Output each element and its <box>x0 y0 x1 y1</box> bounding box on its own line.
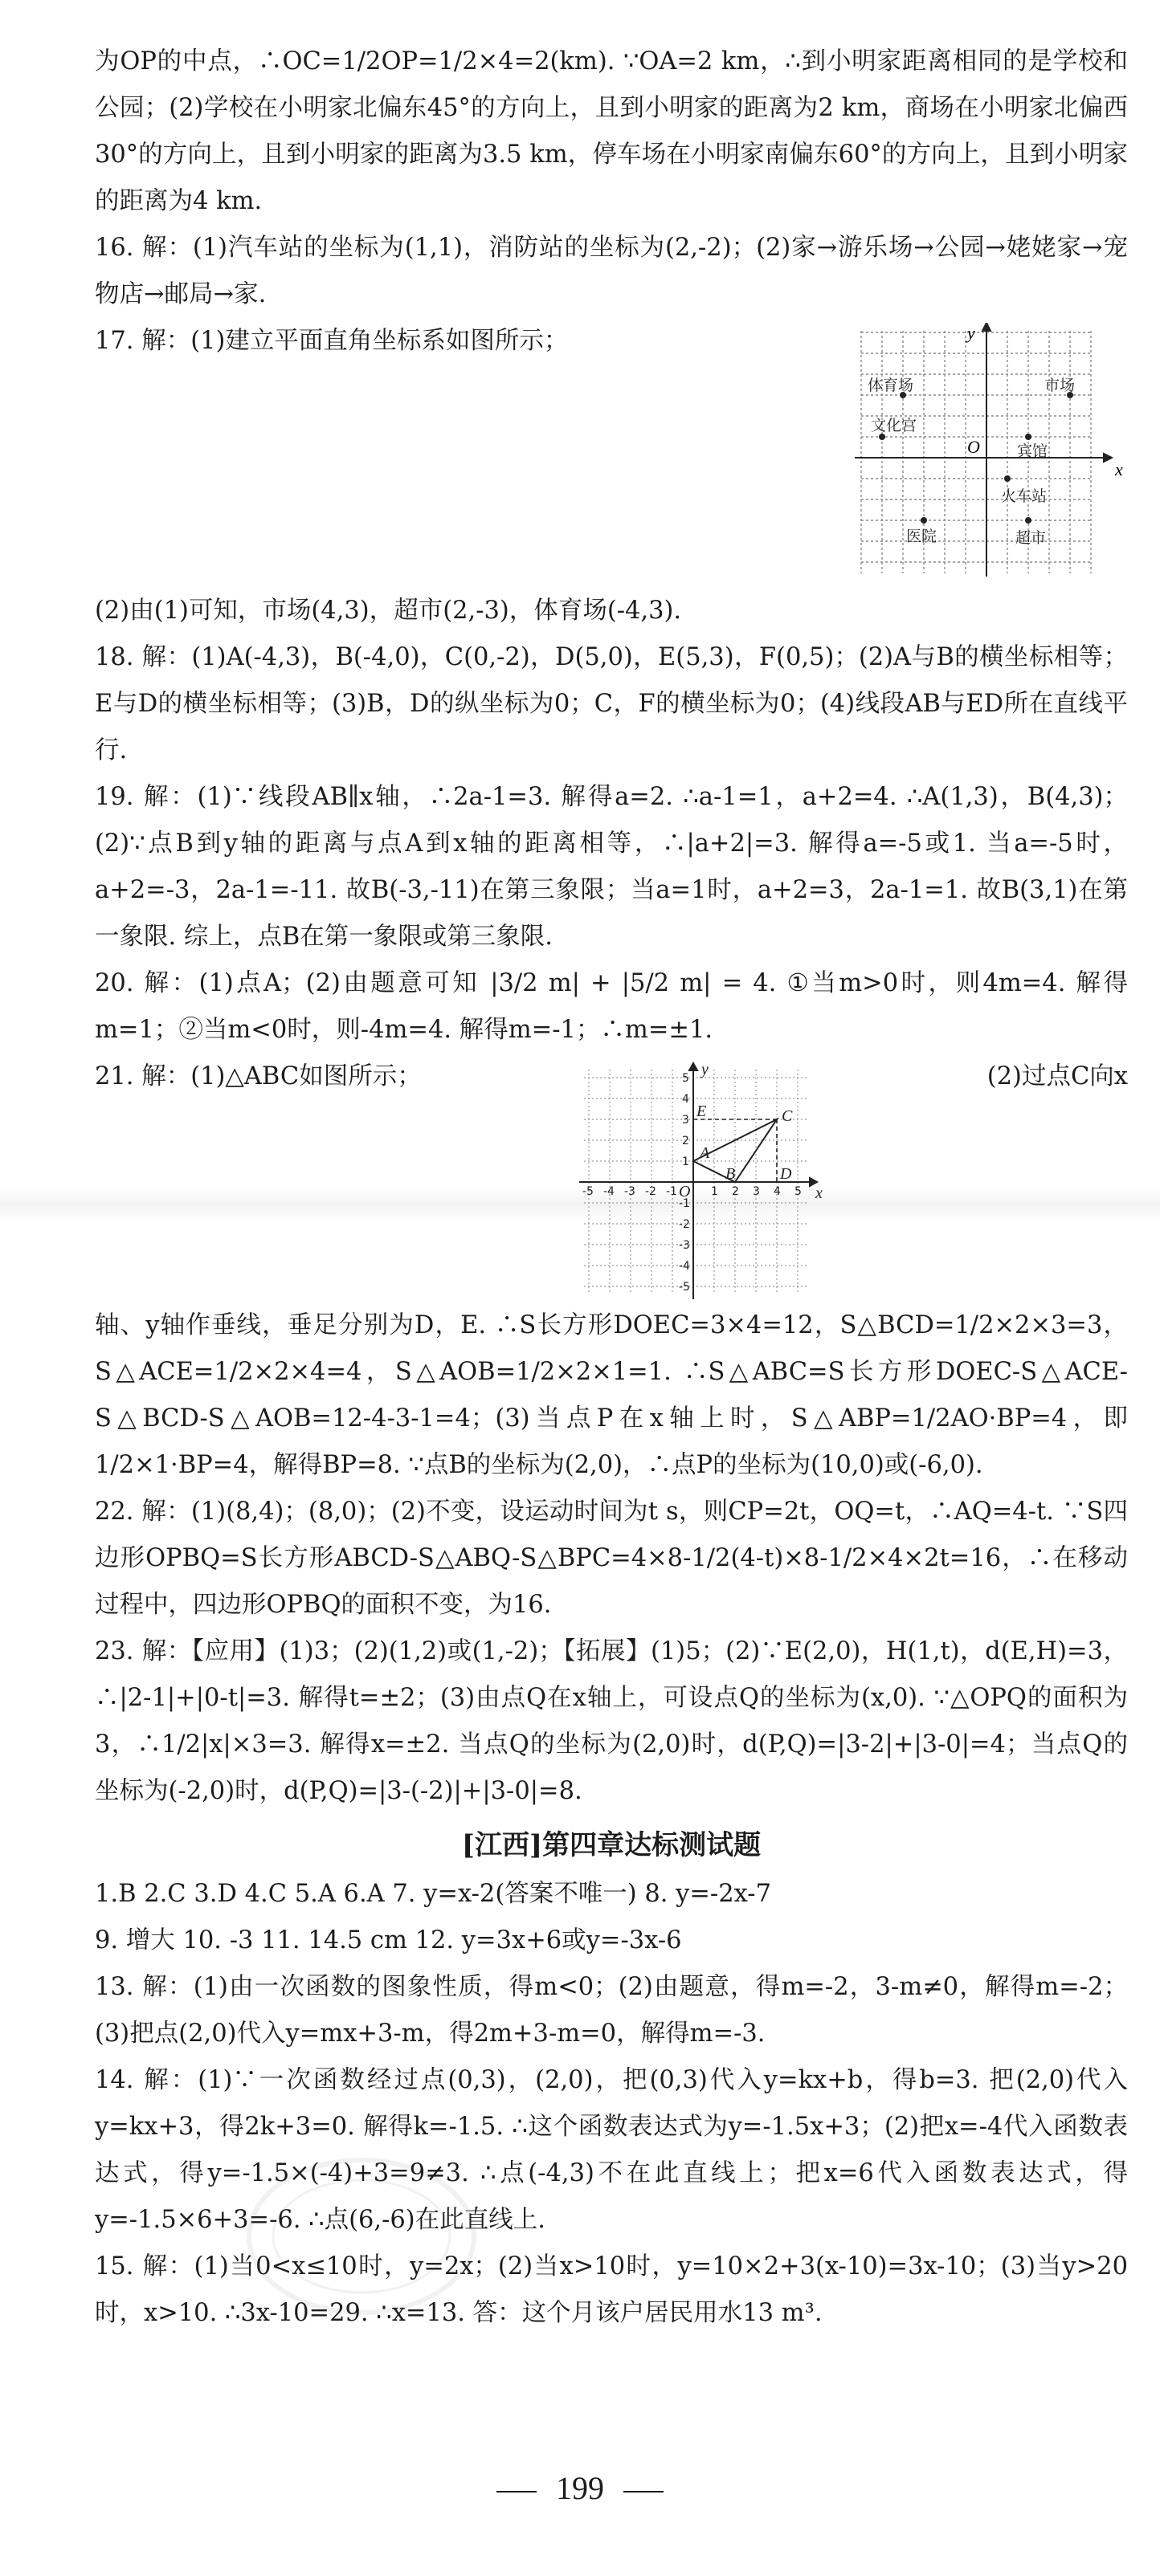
x-tick-label: 2 <box>731 1185 739 1198</box>
question-21-side-text: (2)过点C向x <box>986 1062 1128 1090</box>
x-tick-label: -2 <box>644 1185 656 1198</box>
y-tick-label: 1 <box>681 1156 689 1168</box>
x-tick-label: -1 <box>665 1185 677 1198</box>
place-label-stadium: 体育场 <box>868 377 914 394</box>
question-20: 20. 解：(1)点A；(2)由题意可知 |3/2 m| + |5/2 m| = 4. ①当m>0时，则4m=4. 解得m=1；②当m<0时，则-4m=4. 解得m=-1；∴m=±1. <box>95 969 1128 1044</box>
place-label-culture-palace: 文化宫 <box>871 417 917 434</box>
point-label-c: C <box>781 1107 793 1125</box>
coordinate-map-figure <box>847 323 1128 581</box>
question-18: 18. 解：(1)A(-4,3)，B(-4,0)，C(0,-2)，D(5,0)，E(5,3)，F(0,5)；(2)A与B的横坐标相等；E与D的横坐标相等；(3)B，D的纵坐标为0；C，F的横坐标为0；(4)线段AB与ED所在直线平行. <box>95 643 1128 764</box>
y-tick-label: 4 <box>681 1093 689 1106</box>
question-17-rest: (2)由(1)可知，市场(4,3)，超市(2,-3)，体育场(-4,3). <box>95 597 682 625</box>
y-tick-label: -5 <box>678 1281 690 1294</box>
multiple-choice-answers: 1.B 2.C 3.D 4.C 5.A 6.A 7. y=x-2(答案不唯一) 8. y=-2x-7 <box>95 1880 771 1908</box>
fill-in-answers: 9. 增大 10. -3 11. 14.5 cm 12. y=3x+6或y=-3x-6 <box>95 1926 682 1954</box>
y-tick-label: 2 <box>681 1135 689 1147</box>
point-label-b: B <box>725 1165 735 1183</box>
y-tick-label: -4 <box>678 1260 690 1273</box>
place-label-train-station: 火车站 <box>1001 487 1048 505</box>
axes <box>855 323 1112 577</box>
origin-label: O <box>678 1183 691 1200</box>
y-tick-label: -2 <box>678 1218 690 1231</box>
question-14: 14. 解：(1)∵一次函数经过点(0,3)，(2,0)，把(0,3)代入y=kx+b，得b=3. 把(2,0)代入y=kx+3，得2k+3=0. 解得k=-1.5. ∴这个函数表达式为y=-1.5x+3；(2)把x=-4代入函数表达式，得y=-1.5×(-4)+3=9≠3. ∴点(-4,3)不在此直线上；把x=6代入函数表达式，得y=-1.5×6+3=-6. ∴点(6,-6)在此直线上. <box>95 2066 1128 2234</box>
x-tick-label: -5 <box>582 1185 594 1198</box>
x-axis-label: x <box>1115 459 1123 479</box>
watermark-stamp <box>241 2152 482 2321</box>
question-13: 13. 解：(1)由一次函数的图象性质，得m<0；(2)由题意，得m=-2，3-m≠0，解得m=-2；(3)把点(2,0)代入y=mx+3-m，得2m+3-m=0，解得m=-3. <box>95 1973 1128 2048</box>
answer-text-column <box>95 39 1128 2337</box>
question-19: 19. 解：(1)∵线段AB∥x轴，∴2a-1=3. 解得a=2. ∴a-1=1，a+2=4. ∴A(1,3)，B(4,3)；(2)∵点B到y轴的距离与点A到x轴的距离相等，∴|a+2|=3. 解得a=-5或1. 当a=-5时，a+2=-3，2a-1=-11. 故B(-3,-11)在第三象限；当a=1时，a+2=3，2a-1=1. 故B(3,1)在第一象限. 综上，点B在第一象限或第三象限. <box>95 783 1128 951</box>
question-21-intro: 21. 解：(1)△ABC如图所示； <box>95 1062 422 1090</box>
x-tick-label: 4 <box>773 1185 781 1198</box>
question-23: 23. 解：【应用】(1)3；(2)(1,2)或(1,-2)；【拓展】(1)5；(2)∵E(2,0)，H(1,t)，d(E,H)=3，∴|2-1|+|0-t|=3. 解得t=±2；(3)由点Q在x轴上，可设点Q的坐标为(x,0). ∵△OPQ的面积为3，∴1/2|x|×3=3. 解得x=±2. 当点Q的坐标为(2,0)时，d(P,Q)=|3-2|+|3-0|=4；当点Q的坐标为(-2,0)时，d(P,Q)=|3-(-2)|+|3-0|=8. <box>95 1637 1128 1805</box>
question-21-block <box>95 1054 1128 1302</box>
paragraph-1: 为OP的中点，∴OC=1/2OP=1/2×4=2(km). ∵OA=2 km，∴到小明家距离相同的是学校和公园；(2)学校在小明家北偏东45°的方向上，且到小明家的距离为2 km，商场在小明家北偏西30°的方向上，且到小明家的距离为3.5 km，停车场在小明家南偏东60°的方向上，且到小明家的距离为4 km. <box>95 47 1128 215</box>
y-tick-label: -1 <box>678 1197 690 1210</box>
origin-label: O <box>967 437 980 457</box>
question-22: 22. 解：(1)(8,4)；(8,0)；(2)不变，设运动时间为t s，则CP=2t，OQ=t，∴AQ=4-t. ∵S四边形OPBQ=S长方形ABCD-S△ABQ-S△BPC=4×8-1/2(4-t)×8-1/2×4×2t=16，∴在移动过程中，四边形OPBQ的面积不变，为16. <box>95 1498 1128 1619</box>
page-number <box>0 2469 1160 2507</box>
question-17-intro: 17. 解：(1)建立平面直角坐标系如图所示； <box>95 327 569 355</box>
page-number-left-rule <box>496 2491 537 2492</box>
question-17-block <box>95 318 1128 547</box>
x-axis-label: x <box>815 1184 823 1202</box>
x-tick-label: -3 <box>623 1185 635 1198</box>
point-label-a: A <box>699 1144 709 1162</box>
figure-17-wrap <box>847 323 1128 581</box>
place-label-supermarket: 超市 <box>1015 529 1047 547</box>
x-tick-label: 1 <box>710 1185 718 1198</box>
page-number-right-rule <box>623 2491 664 2492</box>
question-21-row <box>95 1054 1128 1302</box>
x-tick-label: 3 <box>752 1185 760 1198</box>
y-axis-label: y <box>967 323 975 343</box>
section-title: [江西]第四章达标测试题 <box>461 1829 762 1861</box>
y-axis-label: y <box>700 1062 709 1078</box>
x-tick-label: -4 <box>602 1185 615 1198</box>
point-label-e: E <box>696 1103 706 1120</box>
place-label-hospital: 医院 <box>906 528 937 545</box>
question-21-rest: 轴、y轴作垂线，垂足分别为D，E. ∴S长方形DOEC=3×4=12，S△BCD=1/2×2×3=3，S△ACE=1/2×2×4=4，S△AOB=1/2×2×1=1. ∴S△ABC=S长方形DOEC-S△ACE-S△BCD-S△AOB=12-4-3-1=4；(3)当点P在x轴上时，S△ABP=1/2AO·BP=4，即1/2×1·BP=4，解得BP=8. ∵点B的坐标为(2,0)，∴点P的坐标为(10,0)或(-6,0). <box>95 1311 1128 1479</box>
question-16: 16. 解：(1)汽车站的坐标为(1,1)，消防站的坐标为(2,-2)；(2)家→游乐场→公园→姥姥家→宠物店→邮局→家. <box>95 234 1128 308</box>
page-number-value: 199 <box>556 2470 604 2506</box>
question-15: 15. 解：(1)当0<x≤10时，y=2x；(2)当x>10时，y=10×2+3(x-10)=3x-10；(3)当y>20时，x>10. ∴3x-10=29. ∴x=13. 答：这个月该户居民用水13 m³. <box>95 2252 1128 2327</box>
point-label-d: D <box>779 1165 792 1183</box>
place-label-market: 市场 <box>1044 377 1076 394</box>
triangle-abc-figure <box>576 1062 833 1302</box>
y-tick-label: 3 <box>681 1114 689 1127</box>
place-label-hotel: 宾馆 <box>1017 442 1048 460</box>
y-tick-label: 5 <box>681 1072 689 1085</box>
x-tick-label: 5 <box>794 1185 802 1198</box>
y-tick-label: -3 <box>678 1239 690 1252</box>
